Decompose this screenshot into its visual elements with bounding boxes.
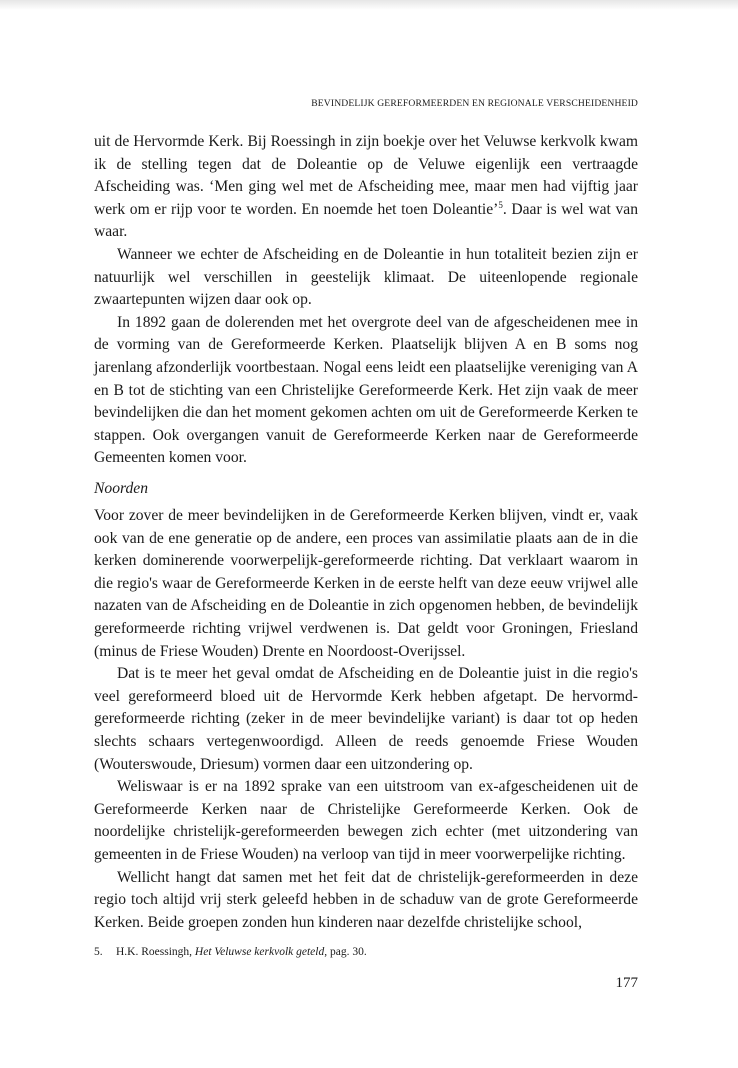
footnote-title: Het Veluwse kerkvolk geteld [194,946,325,958]
footnote-number: 5. [94,946,103,958]
paragraph-2: Wanneer we echter de Afscheiding en de Doleantie in hun totaliteit bezien zijn er natuurlijk wel verschillen in geestelijk klimaat. De uiteenlopende regionale zwaartepunten wijzen daar ook op. [94,245,638,309]
footnote-author: H.K. Roessingh, [116,946,195,958]
footnote-pages: , pag. 30. [324,946,367,958]
paragraph-7: Wellicht hangt dat samen met het feit dat de christelijk-gereformeerden in deze regio toch altijd vrij sterk geleefd hebben in de schaduw van de grote Gereformeerde Kerken. Beide groepen zonden hun kinderen naar dezelfde christelijke school, [94,868,638,931]
paragraph-4: Voor zover de meer bevindelijken in de Gereformeerde Kerken blijven, vindt er, vaak ook van de ene generatie op de andere, een proces van assimilatie plaats aan de in die kerken dominerende voorwerpelijk-gereformeerde richting. Dat verklaart waarom in die regio's waar de Gereformeerde Kerken in de eerste helft van deze eeuw vrijwel alle nazaten van de Afscheiding en de Doleantie in zich opgenomen hebben, de bevindelijk gereformeerde richting vrijwel verdwenen is. Dat geldt voor Groningen, Friesland (minus de Friese Wouden) Drente en Noordoost-Overijssel. [94,507,638,660]
scan-top-edge [0,0,738,10]
section-text-block [94,505,638,934]
paragraph-1 [94,131,638,244]
paragraph-6: Weliswaar is er na 1892 sprake van een uitstroom van ex-afgescheidenen uit de Gereformeerde Kerken naar de Christelijke Gereformeerde Kerken. Ook de noordelijke christelijk-gereformeerden bewegen zich echter (met uitzondering van gemeenten in de Friese Wouden) na verloop van tijd in meer voorwerpelijke richting. [94,778,638,863]
paragraph-3: In 1892 gaan de dolerenden met het overgrote deel van de afgescheidenen mee in de vorming van de Gereformeerde Kerken. Plaatselijk blijven A en B soms nog jarenlang afzonderlijk voortbestaan. Nogal eens leidt een plaatselijke vereniging van A en B tot de stichting van een Christelijke Gereformeerde Kerk. Het zijn vaak de meer bevindelijken die dan het moment gekomen achten om uit de Gereformeerde Kerken te stappen. Ook overgangen vanuit de Gereformeerde Kerken naar de Gereformeerde Gemeenten komen voor. [94,313,638,467]
paragraph-1-tail: . Daar is wel wat van waar. [94,200,638,241]
paragraph-1-text: uit de Hervormde Kerk. Bij Roessingh in zijn boekje over het Veluwse kerkvolk kwam ik de stelling tegen dat de Doleantie op de Veluwe eigenlijk een vertraagde Afscheiding was. ‘Men ging wel met de Afscheiding mee, maar men had vijftig jaar werk om er rijp voor te worden. En noemde het toen Doleantie’ [94,133,638,218]
running-head: BEVINDELIJK GEREFORMEERDEN EN REGIONALE VERSCHEIDENHEID [311,98,638,109]
footnote [94,945,638,960]
section-heading: Noorden [94,480,148,497]
page-number: 177 [615,975,638,991]
footnote-reference: 5 [498,199,503,210]
paragraph-5: Dat is te meer het geval omdat de Afscheiding en de Doleantie juist in die regio's veel gereformeerd bloed uit de Hervormde Kerk hebben afgetapt. De hervormd-gereformeerde richting (zeker in de meer bevindelijke variant) is daar tot op heden slechts schaars vertegenwoordigd. Alleen de reeds genoemde Friese Wouden (Wouterswoude, Driesum) vormen daar een uitzondering op. [94,665,638,773]
intro-text-block [94,131,638,470]
